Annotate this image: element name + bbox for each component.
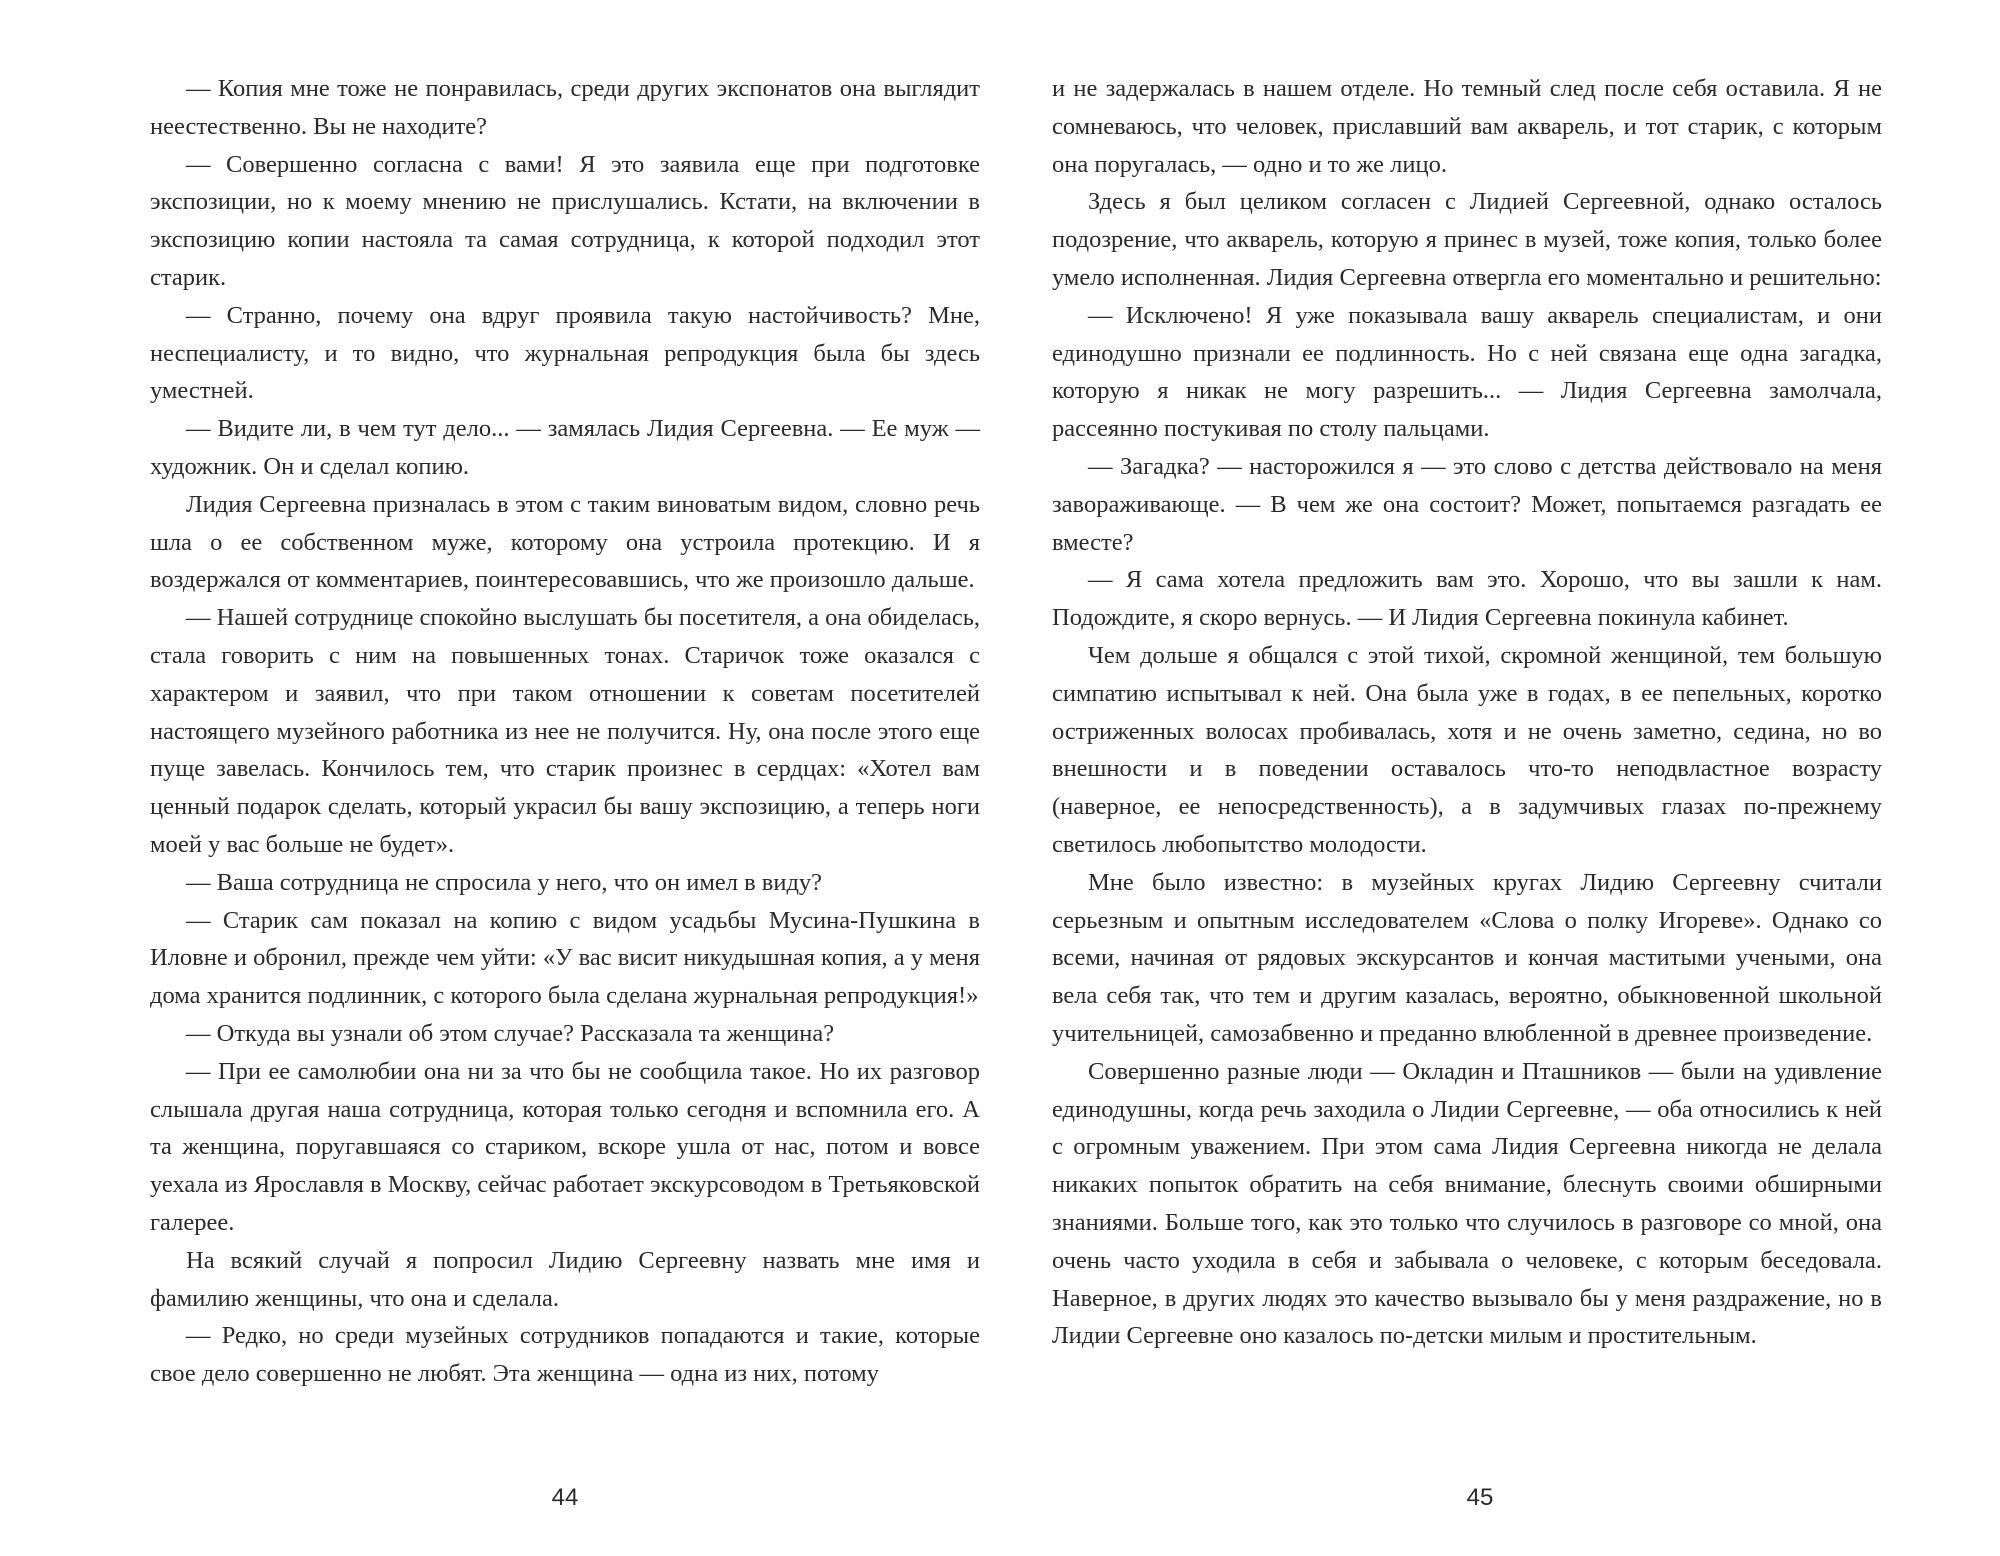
paragraph: Совершенно разные люди — Окладин и Пташников — были на удивление единодушны, когда речь заходила о Лидии Сергеевне, — оба относились к ней с огромным уважением. При этом сама Лидия Сергеевна никогда не делала никаких попыток обратить на себя внимание, блеснуть своими обширными знаниями. Больше того, как это только что случилось в разговоре со мной, она очень часто уходила в себя и забывала о человеке, с которым беседовала. Наверное, в других людях это качество вызывало бы у меня раздражение, но в Лидии Сергеевне оно казалось по-детски милым и простительным. [1052,1057,1882,1350]
paragraph: — Копия мне тоже не понравилась, среди других экспонатов она выглядит неестественно. Вы не находите? [150,75,980,140]
paragraph: — Нашей сотруднице спокойно выслушать бы посетителя, а она обиделась, стала говорить с ним на повышенных тонах. Старичок тоже оказался с характером и заявил, что при таком отношении к советам посетителей настоящего музейного работника из нее не получится. Ну, она после этого еще пуще завелась. Кончилось тем, что старик произнес в сердцах: «Хотел вам ценный подарок сделать, который украсил бы вашу экспозицию, а теперь ноги моей у вас больше не будет». [150,604,980,858]
paragraph: — Я сама хотела предложить вам это. Хорошо, что вы зашли к нам. Подождите, я скоро вернусь. — И Лидия Сергеевна покинула кабинет. [1052,566,1882,632]
paragraph: Лидия Сергеевна призналась в этом с таким виноватым видом, словно речь шла о ее собственном муже, которому она устроила протекцию. И я воздержался от комментариев, поинтересовавшись, что же произошло дальше. [150,490,980,594]
paragraph: — Ваша сотрудница не спросила у него, что он имел в виду? [186,868,823,896]
paragraph: Мне было известно: в музейных кругах Лидию Сергеевну считали серьезным и опытным исследователем «Слова о полку Игореве». Однако со всеми, начиная от рядовых экскурсантов и кончая маститыми учеными, она вела себя так, что тем и другим казалась, вероятно, обыкновенной школьной учительницей, самозабвенно и преданно влюбленной в древнее произведение. [1052,868,1882,1047]
page-number-left: 44 [551,1484,579,1511]
paragraph: — Исключено! Я уже показывала вашу акварель специалистам, и они единодушно признали ее подлинность. Но с ней связана еще одна загадка, которую я никак не могу разрешить... — Лидия Сергеевна замолчала, рассеянно постукивая по столу пальцами. [1052,301,1882,443]
paragraph: — При ее самолюбии она ни за что бы не сообщила такое. Но их разговор слышала другая наша сотрудница, которая только сегодня и вспомнила его. А та женщина, поругавшаяся со стариком, вскоре ушла от нас, потом и вовсе уехала из Ярославля в Москву, сейчас работает экскурсоводом в Третьяковской галерее. [150,1057,980,1236]
paragraph: — Старик сам показал на копию с видом усадьбы Мусина-Пушкина в Иловне и обронил, прежде чем уйти: «У вас висит никудышная копия, а у меня дома хранится подлинник, с которого была сделана журнальная репродукция!» [150,906,980,1010]
page-number-right: 45 [1466,1484,1494,1511]
paragraph: — Странно, почему она вдруг проявила такую настойчивость? Мне, неспециалисту, и то видно, что журнальная репродукция была бы здесь уместней. [150,301,980,405]
paragraph: — Редко, но среди музейных сотрудников попадаются и такие, которые свое дело совершенно не любят. Эта женщина — одна из них, потому [150,1322,980,1388]
left-page-text [150,70,980,1393]
right-page-text [1052,70,1882,1355]
paragraph: — Совершенно согласна с вами! Я это заявила еще при подготовке экспозиции, но к моему мнению не прислушались. Кстати, на включении в экспозицию копии настояла та самая сотрудница, к которой подходил этот старик. [150,150,980,291]
paragraph: На всякий случай я попросил Лидию Сергеевну назвать мне имя и фамилию женщины, что она и сделала. [150,1246,980,1312]
continued-paragraph: и не задержалась в нашем отделе. Но темный след после себя оставила. Я не сомневаюсь, что человек, приславший вам акварель, и тот старик, с которым она поругалась, — одно и то же лицо. [1052,75,1882,178]
paragraph: — Откуда вы узнали об этом случае? Рассказала та женщина? [186,1019,835,1047]
paragraph: — Видите ли, в чем тут дело... — замялась Лидия Сергеевна. — Ее муж — художник. Он и сделал копию. [150,415,980,480]
paragraph: — Загадка? — насторожился я — это слово с детства действовало на меня завораживающе. — В чем же она состоит? Может, попытаемся разгадать ее вместе? [1052,452,1882,556]
paragraph: Здесь я был целиком согласен с Лидией Сергеевной, однако осталось подозрение, что акварель, которую я принес в музей, тоже копия, только более умело исполненная. Лидия Сергеевна отвергла его моментально и решительно: [1052,188,1882,291]
left-page [150,70,980,1393]
right-page [1052,70,1882,1355]
paragraph: Чем дольше я общался с этой тихой, скромной женщиной, тем большую симпатию испытывал к ней. Она была уже в годах, в ее пепельных, коротко остриженных волосах пробивалась, хотя и не очень заметно, седина, но во внешности и в поведении оставалось что-то неподвластное возрасту (наверное, ее непосредственность), а в задумчивых глазах по-прежнему светилось любопытство молодости. [1052,641,1882,858]
